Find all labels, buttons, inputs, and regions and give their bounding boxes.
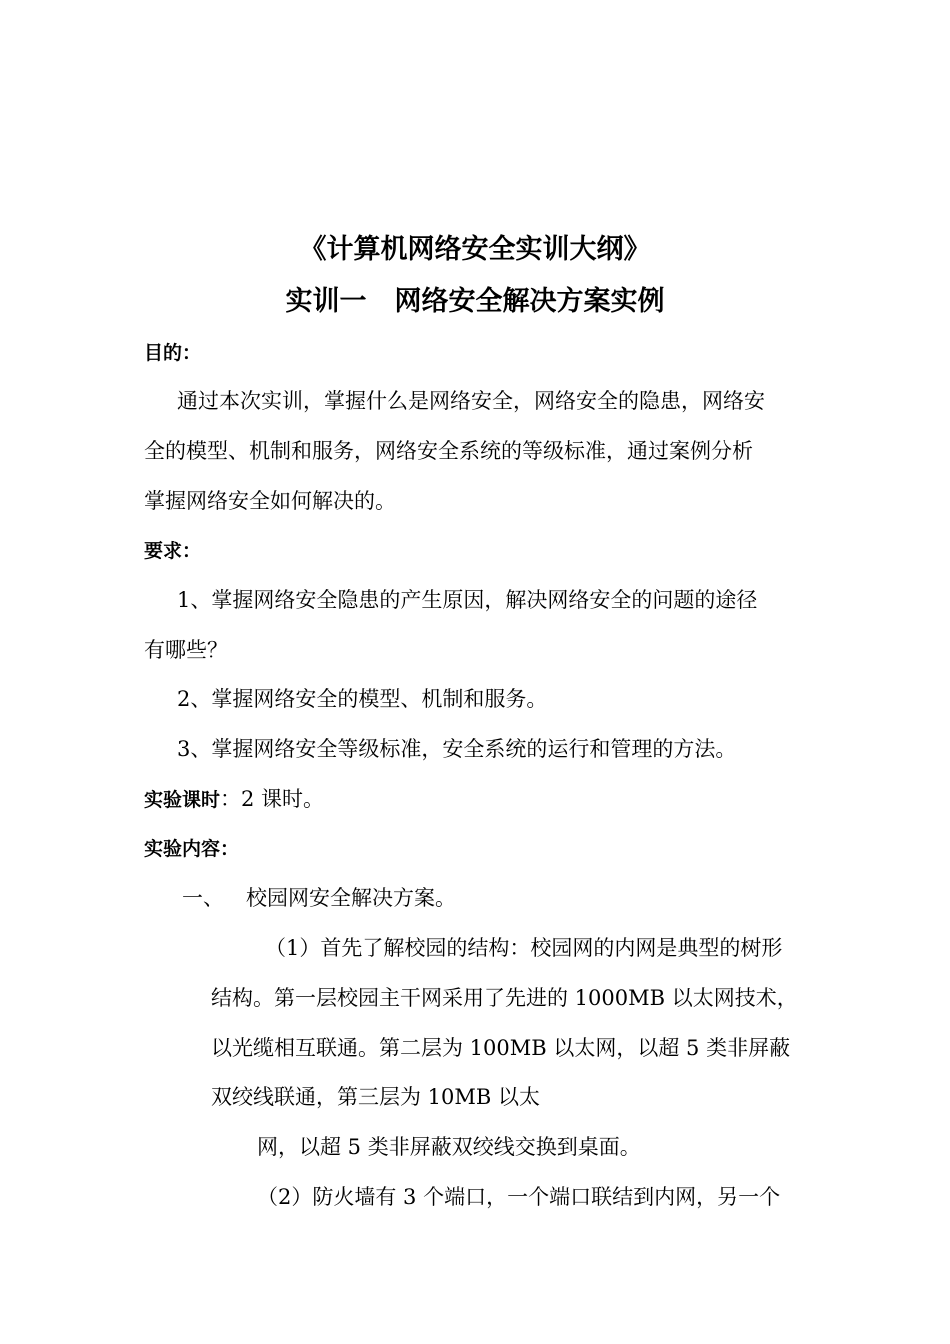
- class-hours: [144, 785, 324, 814]
- requirement-item: 有哪些？: [144, 638, 228, 662]
- requirement-item: 2、掌握网络安全的模型、机制和服务。: [177, 687, 548, 711]
- document-title: 《计算机网络安全实训大纲》: [299, 234, 651, 265]
- purpose-line: 全的模型、机制和服务，网络安全系统的等级标准，通过案例分析: [144, 439, 753, 463]
- purpose-line: 通过本次实训，掌握什么是网络安全，网络安全的隐患，网络安: [177, 389, 765, 413]
- paragraph-line: （1）首先了解校园的结构：校园网的内网是典型的树形: [265, 936, 783, 960]
- section-title: 校园网安全解决方案。: [246, 886, 456, 910]
- class-hours-label: 实验课时: [144, 789, 221, 811]
- paragraph-line: 结构。第一层校园主干网采用了先进的 1000MB 以太网技术，: [211, 986, 798, 1010]
- content-heading: 实验内容：: [144, 838, 240, 860]
- requirement-item: 3、掌握网络安全等级标准，安全系统的运行和管理的方法。: [177, 737, 737, 761]
- section-number: 一、: [182, 886, 224, 910]
- purpose-heading: 目的：: [144, 342, 202, 364]
- class-hours-value: ：2 课时。: [220, 787, 325, 811]
- paragraph-line: （2）防火墙有 3 个端口，一个端口联结到内网，另一个: [257, 1185, 781, 1209]
- purpose-line: 掌握网络安全如何解决的。: [144, 489, 396, 513]
- requirements-heading: 要求：: [144, 540, 202, 562]
- paragraph-line: 以光缆相互联通。第二层为 100MB 以太网，以超 5 类非屏蔽: [211, 1036, 791, 1060]
- paragraph-line: 网，以超 5 类非屏蔽双绞线交换到桌面。: [257, 1135, 641, 1159]
- subtitle-text: 网络安全解决方案实例: [394, 286, 665, 317]
- training-subtitle: [0, 284, 950, 320]
- requirement-item: 1、掌握网络安全隐患的产生原因，解决网络安全的问题的途径: [177, 588, 758, 612]
- subtitle-number: 实训一: [285, 286, 367, 317]
- paragraph-line: 双绞线联通，第三层为 10MB 以太: [211, 1085, 541, 1109]
